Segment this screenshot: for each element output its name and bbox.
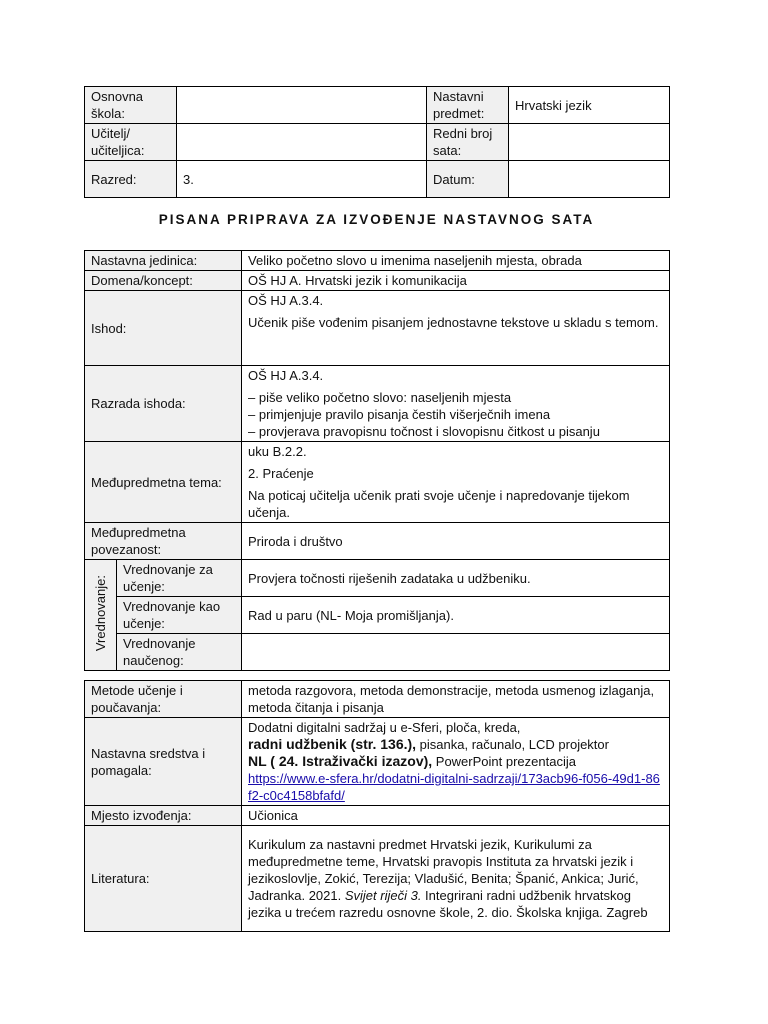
nastavni-predmet-label: Nastavni predmet: xyxy=(427,87,509,124)
e-sfera-link[interactable]: https://www.e-sfera.hr/dodatni-digitalni-sadrzaji/173acb96-f056-49d1-86f2-c0c4158bfafd/ xyxy=(248,771,660,803)
sredstva-label: Nastavna sredstva i pomagala: xyxy=(85,718,242,806)
nastavni-predmet-field[interactable]: Hrvatski jezik xyxy=(509,87,670,124)
povezanost-label: Međupredmetna povezanost: xyxy=(85,523,242,560)
main-table xyxy=(84,250,670,671)
vrednovanje-za-label: Vrednovanje za učenje: xyxy=(117,560,242,597)
vrednovanje-kao-value: Rad u paru (NL- Moja promišljanja). xyxy=(242,597,670,634)
vrednovanje-naucenog-label: Vrednovanje naučenog: xyxy=(117,634,242,671)
sredstva-cell xyxy=(242,718,670,806)
redni-broj-field[interactable] xyxy=(509,124,670,161)
sredstva-bold2: NL ( 24. Istraživački izazov), xyxy=(248,753,433,769)
metode-label: Metode učenje i poučavanja: xyxy=(85,681,242,718)
vrednovanje-side-label xyxy=(85,560,117,671)
ishod-code: OŠ HJ A.3.4. xyxy=(248,293,324,308)
datum-label: Datum: xyxy=(427,161,509,198)
razrada-code: OŠ HJ A.3.4. xyxy=(248,368,324,383)
ucitelj-field[interactable] xyxy=(177,124,427,161)
sredstva-rest1: pisanka, računalo, LCD projektor xyxy=(416,737,609,752)
literatura-part1: Kurikulum za nastavni predmet Hrvatski jezik, Kurikulumi za međupredmetne teme, Hrvatski pravopis Instituta za hrvatski jezik i jezikoslovlje, Zokić, Terezija; Vladušić, Benita; Španić, Ankica; Jurić, Jadranka. 2021. xyxy=(248,837,639,903)
osnovna-skola-label: Osnovna škola: xyxy=(85,87,177,124)
razrada-cell xyxy=(242,366,670,442)
mjesto-label: Mjesto izvođenja: xyxy=(85,806,242,826)
literatura-italic: Svijet riječi 3. xyxy=(344,888,422,903)
literatura-cell xyxy=(242,826,670,932)
bottom-table xyxy=(84,680,670,932)
vrednovanje-naucenog-value[interactable] xyxy=(242,634,670,671)
vrednovanje-kao-label: Vrednovanje kao učenje: xyxy=(117,597,242,634)
razrada-item: – provjerava pravopisnu točnost i slovopisnu čitkost u pisanju xyxy=(248,424,600,439)
header-table xyxy=(84,86,670,198)
sredstva-rest2: PowerPoint prezentacija xyxy=(432,754,576,769)
sredstva-line2 xyxy=(248,736,663,753)
metode-value: metoda razgovora, metoda demonstracije, metoda usmenog izlaganja, metoda čitanja i pisanja xyxy=(242,681,670,718)
domena-label: Domena/koncept: xyxy=(85,271,242,291)
razred-field[interactable]: 3. xyxy=(177,161,427,198)
domena-value: OŠ HJ A. Hrvatski jezik i komunikacija xyxy=(242,271,670,291)
medjupredmetna-tema-label: Međupredmetna tema: xyxy=(85,442,242,523)
literatura-label: Literatura: xyxy=(85,826,242,932)
osnovna-skola-field[interactable] xyxy=(177,87,427,124)
razrada-item: – piše veliko početno slovo: naseljenih mjesta xyxy=(248,390,512,405)
mjesto-value: Učionica xyxy=(242,806,670,826)
razred-label: Razred: xyxy=(85,161,177,198)
sredstva-bold1: radni udžbenik (str. 136.), xyxy=(248,736,417,752)
page-title: PISANA PRIPRAVA ZA IZVOĐENJE NASTAVNOG SATA xyxy=(158,212,595,227)
tema-text: Na poticaj učitelja učenik prati svoje učenje i napredovanje tijekom učenja. xyxy=(248,488,630,520)
ishod-label: Ishod: xyxy=(85,291,242,366)
literatura-part2: Integrirani radni udžbenik hrvatskog jezika u trećem razredu osnovne škole, 2. dio. Školska knjiga. Zagreb xyxy=(248,888,648,920)
ishod-text: Učenik piše vođenim pisanjem jednostavne tekstove u skladu s temom. xyxy=(248,315,659,330)
tema-code: uku B.2.2. xyxy=(248,444,307,459)
razrada-item: – primjenjuje pravilo pisanja čestih višerječnih imena xyxy=(248,407,551,422)
nastavna-jedinica-value: Veliko početno slovo u imenima naseljenih mjesta, obrada xyxy=(242,251,670,271)
ucitelj-label: Učitelj/ učiteljica: xyxy=(85,124,177,161)
redni-broj-label: Redni broj sata: xyxy=(427,124,509,161)
sredstva-line1: Dodatni digitalni sadržaj u e-Sferi, ploča, kreda, xyxy=(248,720,521,735)
datum-field[interactable] xyxy=(509,161,670,198)
vrednovanje-label: Vrednovanje: xyxy=(93,574,108,652)
vrednovanje-za-value: Provjera točnosti riješenih zadataka u udžbeniku. xyxy=(242,560,670,597)
ishod-cell xyxy=(242,291,670,366)
povezanost-value: Priroda i društvo xyxy=(242,523,670,560)
medjupredmetna-tema-cell xyxy=(242,442,670,523)
razrada-label: Razrada ishoda: xyxy=(85,366,242,442)
sredstva-line3 xyxy=(248,753,663,770)
nastavna-jedinica-label: Nastavna jedinica: xyxy=(85,251,242,271)
tema-sub: 2. Praćenje xyxy=(248,466,314,481)
